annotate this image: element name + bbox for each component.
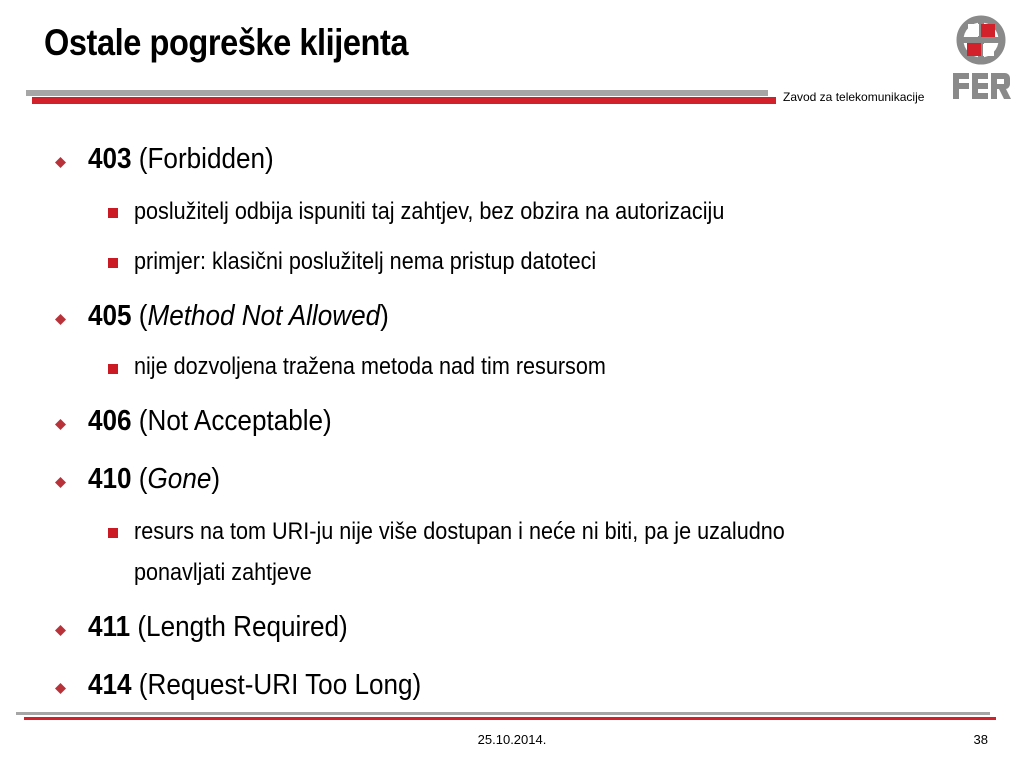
status-description: (Not Acceptable) bbox=[131, 405, 332, 437]
sub-item: nije dozvoljena tražena metoda nad tim resursom bbox=[134, 353, 606, 380]
status-description: ( bbox=[131, 300, 148, 332]
status-description: (Request-URI Too Long) bbox=[131, 669, 422, 701]
square-bullet-icon bbox=[108, 258, 118, 268]
status-item-406 bbox=[88, 405, 332, 438]
diamond-bullet-icon bbox=[55, 625, 66, 636]
diamond-bullet-icon bbox=[55, 683, 66, 694]
square-bullet-icon bbox=[108, 208, 118, 218]
diamond-bullet-icon bbox=[55, 157, 66, 168]
department-label: Zavod za telekomunikacije bbox=[783, 90, 925, 104]
slide-title: Ostale pogreške klijenta bbox=[44, 22, 409, 63]
status-item-405 bbox=[88, 300, 389, 333]
status-item-403 bbox=[88, 143, 274, 176]
page-number: 38 bbox=[973, 732, 988, 747]
status-item-411 bbox=[88, 611, 348, 644]
status-description: (Length Required) bbox=[130, 611, 348, 643]
status-code: 405 bbox=[88, 300, 132, 332]
diamond-bullet-icon bbox=[55, 419, 66, 430]
sub-item: resurs na tom URI-ju nije više dostupan i neće ni biti, pa je uzaludno bbox=[134, 518, 785, 545]
status-code: 414 bbox=[88, 669, 132, 701]
footer-date: 25.10.2014. bbox=[477, 732, 547, 747]
status-code: 410 bbox=[88, 463, 132, 495]
status-description-close: ) bbox=[380, 300, 389, 332]
status-code: 403 bbox=[88, 143, 132, 175]
footer-red-line bbox=[24, 717, 996, 720]
status-code: 411 bbox=[88, 611, 131, 643]
sub-item: poslužitelj odbija ispuniti taj zahtjev, bez obzira na autorizaciju bbox=[134, 198, 725, 225]
status-item-410 bbox=[88, 463, 220, 496]
status-description-close: ) bbox=[211, 463, 221, 495]
status-description-italic: Method Not Allowed bbox=[147, 300, 381, 332]
status-description: (Forbidden) bbox=[131, 143, 274, 175]
status-description-italic: Gone bbox=[147, 463, 212, 495]
sub-item: primjer: klasični poslužitelj nema pristup datoteci bbox=[134, 248, 597, 275]
diamond-bullet-icon bbox=[55, 314, 66, 325]
footer-gray-line bbox=[16, 712, 990, 715]
sub-item-continuation: ponavljati zahtjeve bbox=[134, 559, 312, 586]
status-item-414 bbox=[88, 669, 421, 702]
square-bullet-icon bbox=[108, 364, 118, 374]
status-description: ( bbox=[131, 463, 148, 495]
square-bullet-icon bbox=[108, 528, 118, 538]
status-code: 406 bbox=[88, 405, 132, 437]
diamond-bullet-icon bbox=[55, 477, 66, 488]
